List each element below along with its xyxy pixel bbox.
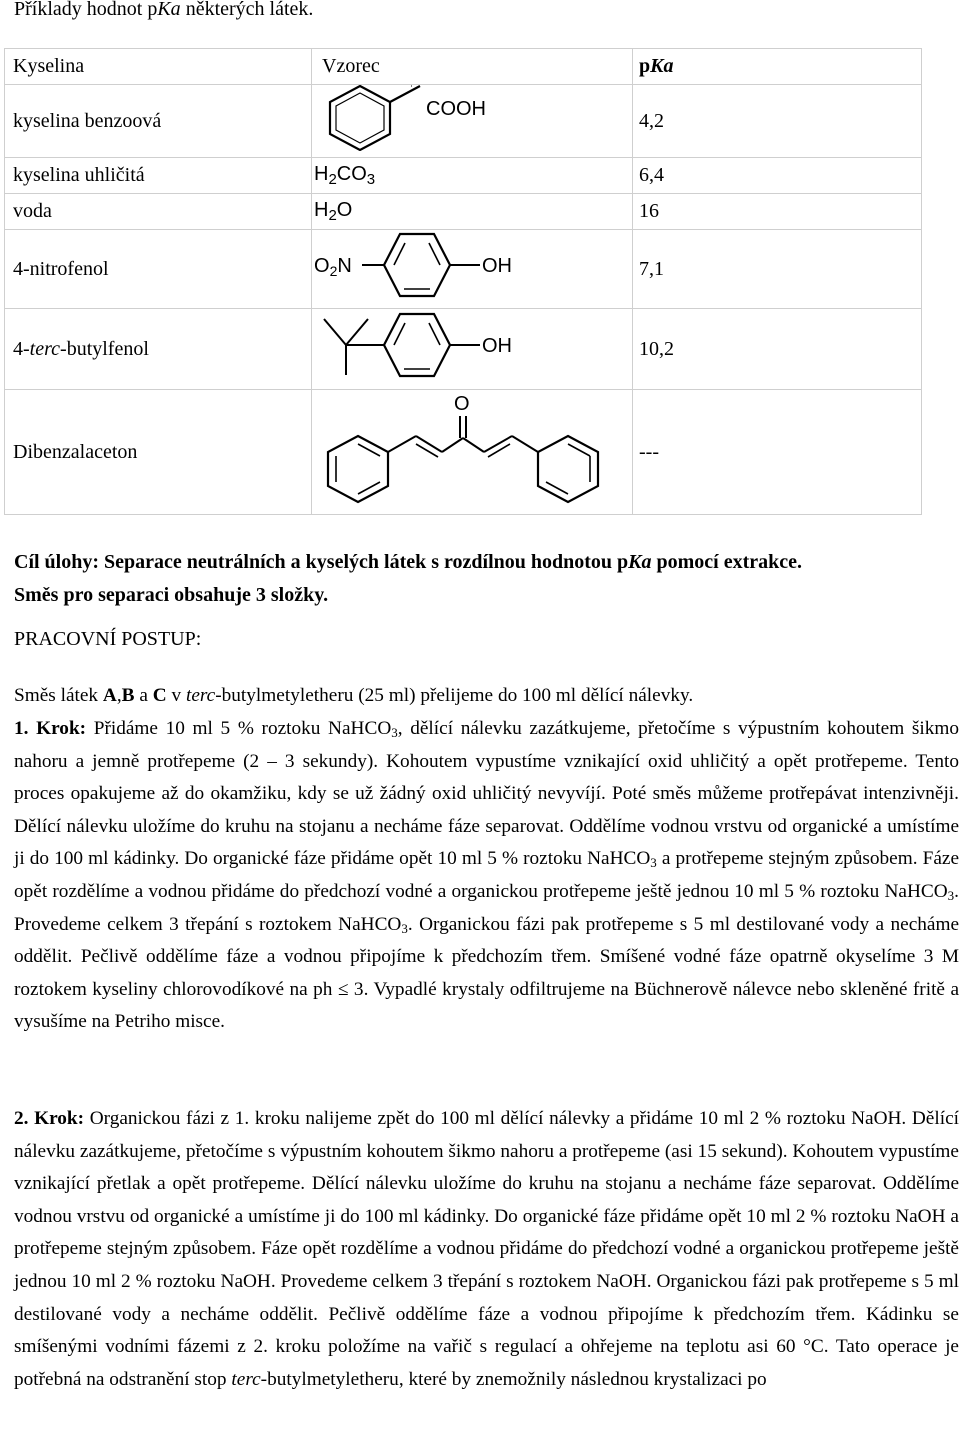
name-part: -butylfenol <box>60 337 149 360</box>
pka-value: --- <box>633 390 922 515</box>
table-row <box>5 158 922 194</box>
step1-text: Přidáme 10 ml 5 % roztoku NaHCO <box>86 718 392 739</box>
formula-water <box>312 194 633 230</box>
pka-value: 10,2 <box>633 309 922 390</box>
formula-part: O <box>336 199 353 221</box>
name-part: 4- <box>13 337 30 360</box>
benzoic-acid-structure <box>312 85 622 151</box>
nitrophenol-structure <box>312 230 622 302</box>
carbonyl-o-label: O <box>454 393 470 415</box>
intro-text-end: -butylmetyletheru (25 ml) přelijeme do 100 ml dělící nálevky. <box>215 685 694 706</box>
procedure-heading: PRACOVNÍ POSTUP: <box>14 628 202 650</box>
step1-text: , dělící nálevku zazátkujeme, přetočíme s výpustním kohoutem šikmo nahoru a jemně protřepeme (2 – 3 sekundy). Kohoutem vypustíme vznikající oxid uhličitý a opět protřepeme. Tento proces opakujeme až do okamžiku, kdy se už žádný oxid uhličitý nevyvíjí. Poté směs můžeme protřepávat intenzivněji. Dělící nálevku uložíme do kruhu na stojanu a necháme fáze separovat. Oddělíme vodnou vrstvu od organické a umístíme ji do 100 ml kádinky. Do organické fáze přidáme opět 10 ml 5 % roztoku NaHCO <box>14 718 959 870</box>
name-italic: terc <box>29 337 61 360</box>
step1-text: . Provedeme celkem 3 třepání s roztokem NaHCO <box>14 880 959 935</box>
header-acid: Kyselina <box>5 49 312 85</box>
pka-value: 4,2 <box>633 85 922 158</box>
intro-and: a <box>134 685 153 706</box>
formula-sub: 3 <box>366 171 376 188</box>
table-header-row <box>5 49 922 85</box>
formula-sub: 2 <box>328 171 337 188</box>
step2-italic: terc <box>231 1368 261 1390</box>
pka-value: 16 <box>633 194 922 230</box>
caption-suffix: některých látek. <box>180 0 314 20</box>
intro-text: Směs látek <box>14 685 103 706</box>
subscript: 3 <box>650 855 657 871</box>
pka-value: 6,4 <box>633 158 922 194</box>
goal-paragraph <box>14 546 944 612</box>
table-row <box>5 194 922 230</box>
acid-name: 4-nitrofenol <box>5 230 312 309</box>
header-pka-ka: Ka <box>650 55 674 77</box>
goal-text: Cíl úlohy: Separace neutrálních a kyselých látek s rozdílnou hodnotou p <box>14 551 629 573</box>
compound-c: C <box>152 685 167 706</box>
compound-b: B <box>121 685 135 706</box>
formula-part: H <box>314 199 329 221</box>
intro-italic: terc <box>185 685 216 706</box>
formula-benzoic <box>312 85 633 158</box>
acid-name: Dibenzalaceton <box>5 390 312 515</box>
acid-name: kyselina uhličitá <box>5 158 312 194</box>
formula-nitrophenol <box>312 230 633 309</box>
o2n-label: $O_2N$ <box>314 255 352 279</box>
subscript: 3 <box>401 920 408 936</box>
goal-line-2: Směs pro separaci obsahuje 3 složky. <box>14 584 329 606</box>
header-pka <box>633 49 922 85</box>
header-formula: Vzorec <box>312 49 633 85</box>
step2-text-end: -butylmetyletheru, které by znemožnily následnou krystalizaci po <box>260 1368 767 1390</box>
subscript: 3 <box>947 887 955 903</box>
goal-line-1 <box>14 546 944 579</box>
header-pka-p: p <box>639 55 651 77</box>
step1-text: a protřepeme stejným způsobem. Fáze opět rozdělíme a vodnou přidáme do předchozí vodné a organickou protřepeme ještě jednou 10 ml 5 % roztoku NaHCO <box>14 848 960 902</box>
compound-a: A <box>102 685 117 706</box>
dibenzalacetone-structure <box>312 390 622 508</box>
formula-butylphenol <box>312 309 633 390</box>
table-row <box>5 230 922 309</box>
goal-text-end: pomocí extrakce. <box>651 551 803 573</box>
table-row <box>5 390 922 515</box>
table-row <box>5 309 922 390</box>
formula-dibenzalacetone <box>312 390 633 515</box>
oh-label: OH <box>482 255 512 277</box>
subscript: 3 <box>391 725 398 740</box>
step1-text: . Organickou fázi pak protřepeme s 5 ml destilované vody a necháme oddělit. Pečlivě oddělíme fáze a vodnou připojíme k předchozím třem. Smíšené vodné fáze opatrně okyselíme 3 M roztokem kyseliny chlorovodíkové na ph ≤ 3. Vypadlé krystaly odfiltrujeme na Büchnerově nálevce nebo skleněné fritě a vysušíme na Petriho misce. <box>14 913 960 1033</box>
oh-label: OH <box>482 335 512 357</box>
pka-value: 7,1 <box>633 230 922 309</box>
intro-text: v <box>166 685 186 706</box>
intro-paragraph <box>14 680 959 713</box>
formula-part: H <box>314 163 329 185</box>
step1-label: 1. Krok: <box>14 718 87 739</box>
acid-name: kyselina benzoová <box>5 85 312 158</box>
pka-table <box>4 48 922 515</box>
cooh-label: COOH <box>426 98 486 120</box>
acid-name: voda <box>5 194 312 230</box>
goal-italic: Ka <box>628 551 652 573</box>
caption-italic: Ka <box>157 0 181 20</box>
step2-label: 2. Krok: <box>14 1108 85 1129</box>
formula-part: CO <box>336 163 367 185</box>
intro-comma: , <box>116 685 122 706</box>
step1-paragraph <box>14 713 959 1039</box>
butylphenol-structure <box>312 309 622 383</box>
step2-paragraph <box>14 1103 959 1396</box>
formula-sub: 2 <box>328 207 337 224</box>
table-caption <box>14 0 313 21</box>
caption-text: Příklady hodnot p <box>14 0 158 20</box>
step2-text: Organickou fázi z 1. kroku nalijeme zpět do 100 ml dělící nálevky a přidáme 10 ml 2 % roztoku NaOH. Dělící nálevku zazátkujeme, přetočíme s výpustním kohoutem šikmo nahoru a protřepeme (asi 15 sekund). Kohoutem vypustíme vznikající přetlak a opět protřepeme. Dělící nálevku uložíme do kruhu na stojanu a necháme fáze separovat. Oddělíme vodnou vrstvu od organické a umístíme ji do 100 ml kádinky. Do organické fáze přidáme opět 10 ml 2 % roztoku NaOH a protřepeme stejným způsobem. Fáze opět rozdělíme a vodnou přidáme do předchozí vodné a organickou protřepeme ještě jednou 10 ml 2 % roztoku NaOH. Provedeme celkem 3 třepání s roztokem NaOH. Organickou fázi pak protřepeme s 5 ml destilované vody a necháme oddělit. Pečlivě oddělíme fáze a vodnou připojíme k předchozím třem. Kádinku se smíšenými vodními fázemi z 2. kroku položíme na vařič s regulací a ohřejeme na teplotu asi 60 °C. Tato operace je potřebná na odstranění stop <box>14 1108 959 1390</box>
acid-name <box>5 309 312 390</box>
formula-carbonic <box>312 158 633 194</box>
table-row <box>5 85 922 158</box>
